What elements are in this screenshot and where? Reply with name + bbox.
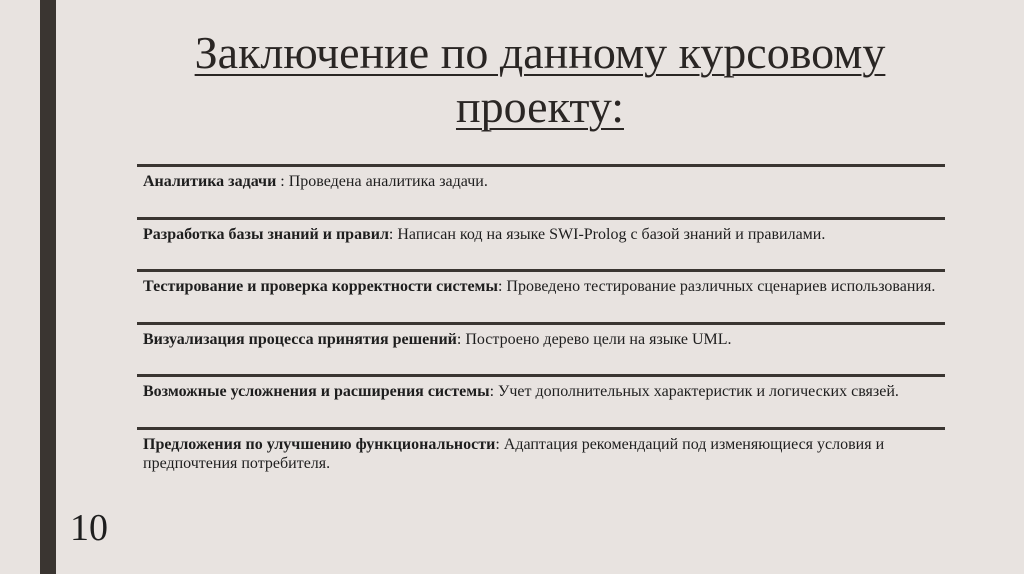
table-row [137, 269, 945, 322]
row-term: Разработка базы знаний и правил [143, 225, 389, 243]
row-separator: : [276, 173, 289, 190]
row-text: Написан код на языке SWI-Prolog с базой знаний и правилами. [397, 225, 826, 243]
table-row [137, 164, 945, 217]
row-text: Адаптация рекомендаций под изменяющиеся условия и предпочтения потребителя. [143, 435, 885, 472]
slide-number: 10 [70, 507, 108, 549]
conclusion-table [137, 164, 945, 479]
table-row [137, 322, 945, 375]
row-separator: : [495, 435, 504, 453]
table-row [137, 217, 945, 270]
row-text: Учет дополнительных характеристик и логических связей. [498, 383, 899, 400]
row-term: Аналитика задачи [143, 173, 277, 190]
row-term: Тестирование и проверка корректности системы [143, 278, 498, 295]
row-term: Возможные усложнения и расширения системы [143, 383, 490, 400]
row-term: Визуализация процесса принятия решений [143, 330, 457, 348]
row-text: Проведено тестирование различных сценариев использования. [506, 278, 936, 295]
row-separator: : [489, 383, 499, 400]
slide-title: Заключение по данному курсовому проекту: [194, 27, 886, 132]
left-accent-bar [40, 0, 56, 574]
table-row [137, 427, 945, 480]
row-term: Предложения по улучшению функциональности [143, 435, 496, 453]
row-text: Проведена аналитика задачи. [288, 173, 488, 190]
row-separator: : [497, 278, 507, 295]
row-separator: : [388, 225, 398, 243]
table-row [137, 374, 945, 427]
row-text: Построено дерево цели на языке UML. [465, 330, 732, 348]
row-separator: : [456, 330, 466, 348]
